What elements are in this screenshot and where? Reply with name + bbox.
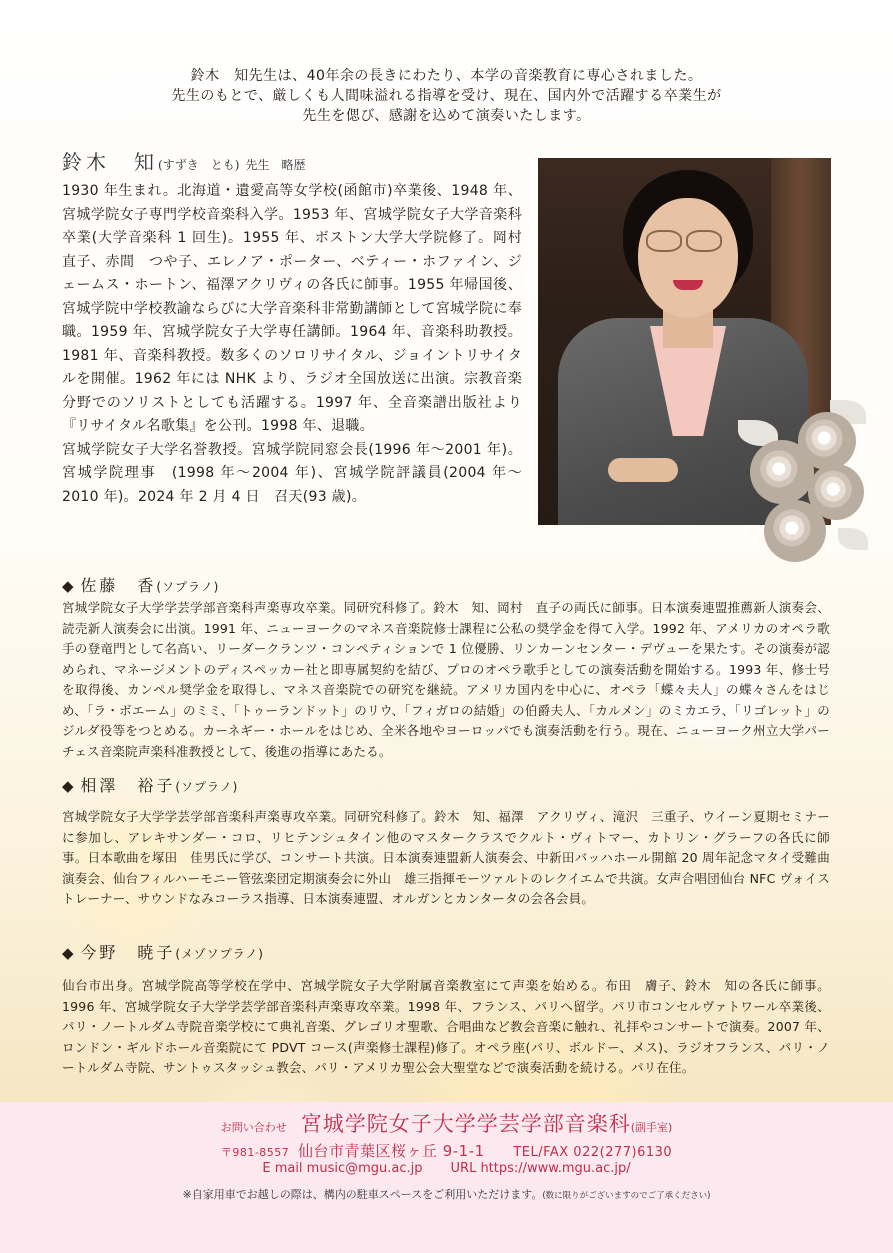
bio-name: 鈴木 知 xyxy=(62,150,158,174)
performer-voice: (メゾソプラノ) xyxy=(175,947,264,961)
photo-face xyxy=(638,198,738,318)
rose-icon xyxy=(764,500,826,562)
bio-title-suffix: 先生 略歴 xyxy=(245,158,306,172)
bio-paragraph-1: 1930 年生まれ。北海道・遺愛高等女学校(函館市)卒業後、1948 年、宮城学院女子専門学校音楽科入学。1953 年、宮城学院女子大学音楽科卒業(大学音楽科 1 回生)。1955 年、ボストン大学大学院修了。岡村 直子、赤間 つや子、エレノア・ポーター、ベティー・ホファイン、ジェームス・ホートン、福澤アクリヴィの各氏に師事。1955 年帰国後、宮城学院中学校教諭ならびに大学音楽科非常勤講師として宮城学院に奉職。1959 年、宮城学院女子大学専任講師。1964 年、音楽科助教授。1981 年、音楽科教授。数多くのソロリサイタル、ジョイントリサイタルを開催。1962 年には NHK より、ラジオ全国放送に出演。宗教音楽分野でのソリストとしても活躍する。1997 年、全音楽譜出版社より『リサイタル名歌集』を公刊。1998 年、退職。 xyxy=(62,183,537,434)
performer-bio: 仙台市出身。宮城学院高等学校在学中、宮城学院女子大学附属音楽教室にて声楽を始める。布田 膚子、鈴木 知の各氏に師事。1996 年、宮城学院女子大学学芸学部音楽科声楽専攻卒業。1998 年、フランス、パリへ留学。パリ市コンセルヴァトワール卒業後、パリ・ノートルダム寺院音楽学校にて典礼音楽、グレゴリオ聖歌、合唱曲など教会音楽に触れ、礼拝やコンサートで演奏。2007 年、ロンドン・ギルドホール音楽院にて PDVT コース(声楽修士課程)修了。オペラ座(パリ、ボルドー、メス)、ラジオフランス、パリ・ノートルダム寺院、サントゥスタッシュ教会、パリ・アメリカ聖公会大聖堂などで演奏活動を続ける。パリ在住。 xyxy=(62,978,830,1075)
email-link[interactable]: E mail music@mgu.ac.jp xyxy=(262,1161,423,1176)
intro-line-2: 先生のもとで、厳しくも人間味溢れる指導を受け、現在、国内外で活躍する卒業生が xyxy=(171,88,722,104)
diamond-icon: ◆ xyxy=(62,577,75,595)
intro-line-3: 先生を偲び、感謝を込めて演奏いたします。 xyxy=(302,108,591,124)
performer-name: 相澤 裕子 xyxy=(80,776,176,795)
performer-heading xyxy=(62,573,219,596)
rose-bouquet xyxy=(738,400,870,568)
performer-name: 今野 暁子 xyxy=(80,943,176,962)
performer-bio: 宮城学院女子大学学芸学部音楽科声楽専攻卒業。同研究科修了。鈴木 知、福澤 アクリヴィ、滝沢 三重子、ウイーン夏期セミナーに参加し、アレキサンダー・コロ、リヒテンシュタイン他のマスタークラスでクルト・ヴィトマー、カトリン・グラーフの各氏に師事。日本歌曲を塚田 佳男氏に学び、コンサート共演。日本演奏連盟新人演奏会、中新田バッハホール開館 20 周年記念マタイ受難曲演奏会、仙台フィルハーモニー管弦楽団定期演奏会に外山 雄三指揮モーツァルトのレクイエムで共演。女声合唱団仙台 NFC ヴォイストレーナー、サウンドなみコーラス指導、日本演奏連盟、オルガンとカンタータの会各会員。 xyxy=(62,809,830,906)
parking-note-text: ※自家用車でお越しの際は、構内の駐車スペースをご利用いただけます。 xyxy=(182,1188,543,1201)
performer-heading xyxy=(62,773,238,796)
performer-heading xyxy=(62,940,264,963)
bio-text xyxy=(62,180,537,509)
footer-contact-title xyxy=(0,1108,893,1138)
bio-paragraph-2: 宮城学院女子大学名誉教授。宮城学院同窓会長(1996 年〜2001 年)。宮城学院理事 (1998 年〜2004 年)、宮城学院評議員(2004 年〜2010 年)。2024 年 2 月 4 日 召天(93 歳)。 xyxy=(62,441,522,505)
diamond-icon: ◆ xyxy=(62,777,75,795)
diamond-icon: ◆ xyxy=(62,944,75,962)
address: 仙台市青葉区桜ヶ丘 9-1-1 xyxy=(297,1142,485,1160)
tel-fax: TEL/FAX 022(277)6130 xyxy=(513,1145,673,1160)
intro-line-1: 鈴木 知先生は、40年余の長きにわたり、本学の音楽教育に専心されました。 xyxy=(190,68,703,84)
parking-note xyxy=(0,1186,893,1202)
inquiry-label: お問い合わせ xyxy=(220,1121,287,1134)
performer-voice: (ソプラノ) xyxy=(156,580,220,594)
office-name: (副手室) xyxy=(630,1121,673,1134)
parking-note-small: (数に限りがございますのでご了承ください) xyxy=(542,1191,711,1201)
photo-glasses xyxy=(646,230,732,254)
bio-reading: (すずき とも) xyxy=(158,158,240,172)
rose-icon xyxy=(798,412,856,470)
performer-name: 佐藤 香 xyxy=(80,576,157,595)
intro xyxy=(0,66,893,126)
postal-code: 〒981-8557 xyxy=(220,1146,290,1159)
url-link[interactable]: URL https://www.mgu.ac.jp/ xyxy=(450,1161,631,1176)
photo-hand xyxy=(608,458,678,482)
footer-address-line xyxy=(0,1140,893,1161)
bio-title xyxy=(62,146,306,175)
footer-web-line xyxy=(0,1161,893,1176)
leaf-decoration xyxy=(838,528,868,550)
performer-bio: 宮城学院女子大学学芸学部音楽科声楽専攻卒業。同研究科修了。鈴木 知、岡村 直子の両氏に師事。日本演奏連盟推薦新人演奏会、読売新人演奏会に出演。1991 年、ニューヨークのマネス音楽院修士課程に公私の奨学金を得て入学。1992 年、アメリカのオペラ歌手の登竜門として名高い、リーダークランツ・コンペティションで 1 位優勝、リンカーンセンター・デヴューを果たす。その演奏が認められ、マネージメントのディスペッカー社と即専属契約を結び、プロのオペラ歌手としての演奏活動を開始する。1993 年、修士号を取得後、カンペル奨学金を取得し、マネス音楽院での研究を継続。アメリカ国内を中心に、オペラ「蝶々夫人」の蝶々さんをはじめ、「ラ・ボエーム」のミミ、「トゥーランドット」のリウ、「フィガロの結婚」の伯爵夫人、「カルメン」のミカエラ、「リゴレット」のジルダ役等をつとめる。カーネギー・ホールをはじめ、全米各地やヨーロッパでも演奏活動を行う。現在、ニューヨーク州立大学パーチェス音楽院声楽科准教授として、後進の指導にあたる。 xyxy=(62,600,830,759)
department-name: 宮城学院女子大学学芸学部音楽科 xyxy=(300,1112,631,1136)
performer-voice: (ソプラノ) xyxy=(175,780,239,794)
